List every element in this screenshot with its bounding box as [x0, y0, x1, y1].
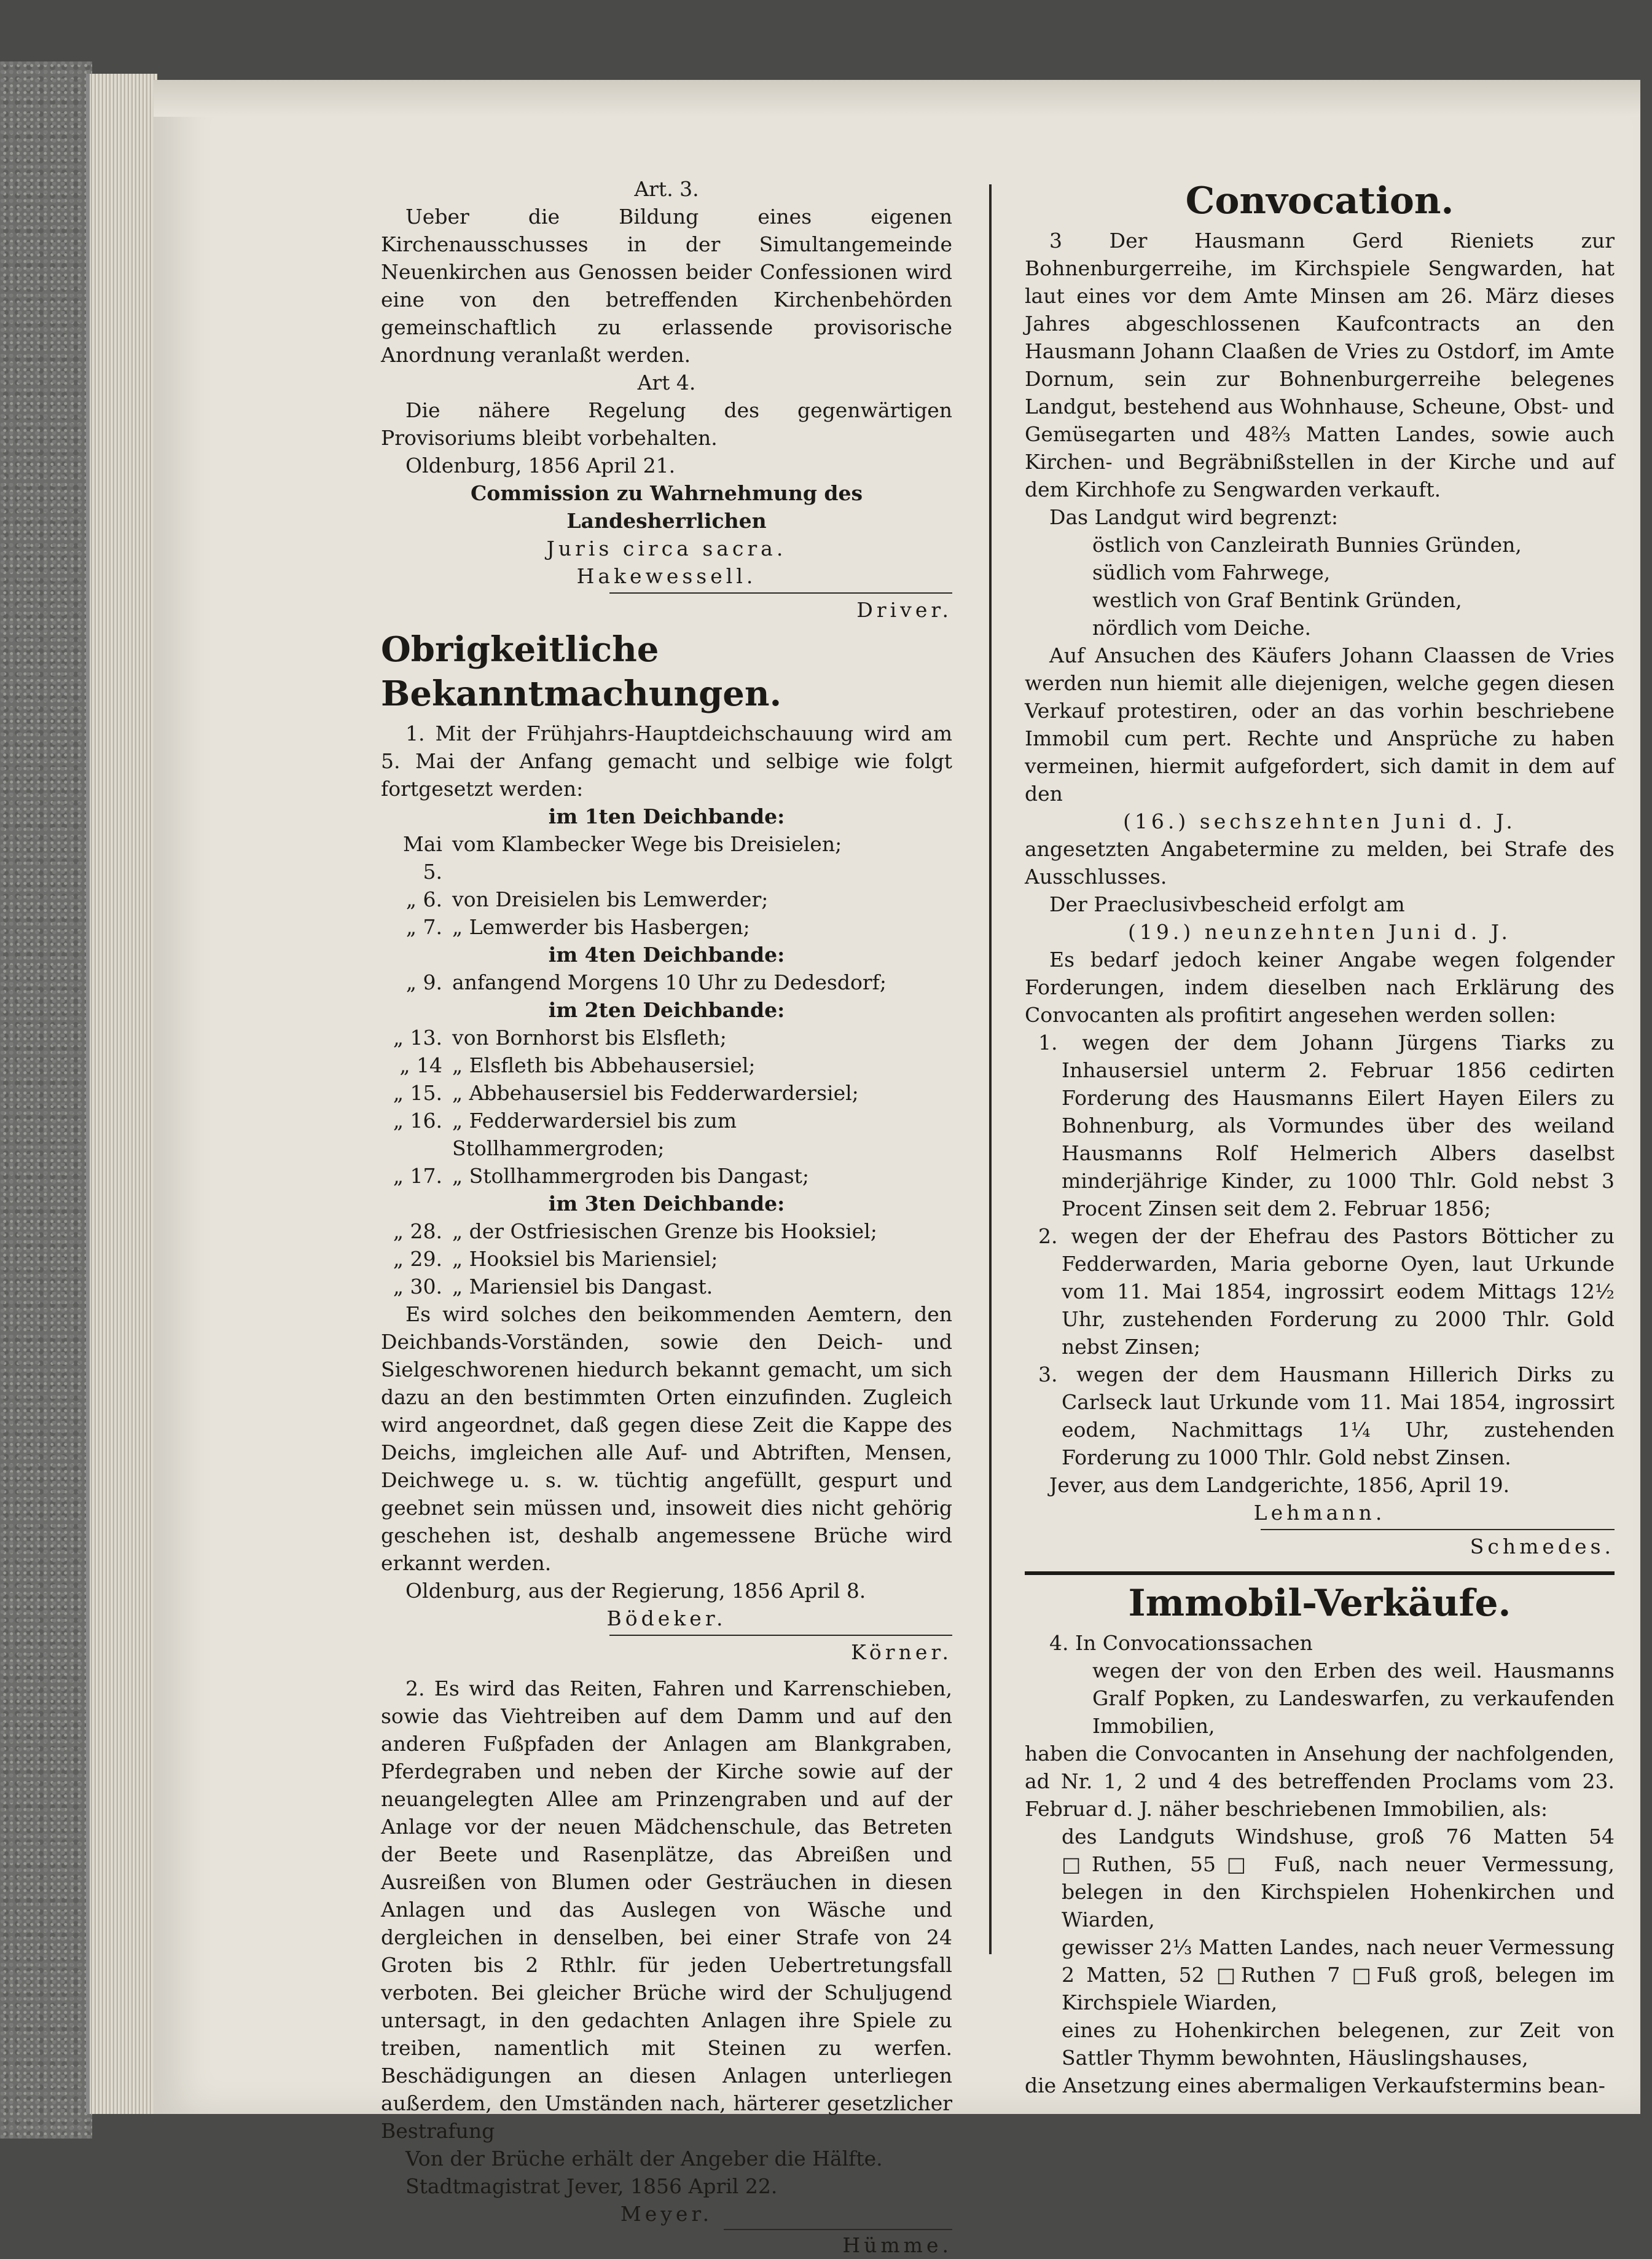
schedule-text: von Bornhorst bis Elsfleth; [452, 1026, 727, 1050]
art3-title: Art. 3. [634, 177, 699, 201]
schedule-2 [381, 1024, 952, 1190]
schedule-date: „ 16. [393, 1109, 442, 1133]
column-divider [989, 184, 992, 1954]
schedule-date: „ 6. [405, 887, 442, 911]
signature-meyer: Meyer. [620, 2202, 713, 2226]
signature-schmedes: Schmedes. [1470, 1534, 1615, 1558]
schedule-text: „ Fedderwardersiel bis zum Stollhammergroden; [452, 1109, 737, 1160]
property-item: eines zu Hohenkirchen belegenen, zur Zeit von Sattler Thymm bewohnten, Häuslingshauses, [1062, 2018, 1615, 2070]
schedule-date: Mai 5. [402, 832, 442, 884]
signature-humme: Hümme. [842, 2233, 952, 2257]
signature-hakewessell: Hakewessell. [576, 564, 757, 588]
art4-title: Art 4. [637, 371, 696, 395]
schedule-text: „ Abbehausersiel bis Fedderwardersiel; [452, 1081, 859, 1105]
claim-item: 1. wegen der dem Johann Jürgens Tiarks zu Inhausersiel unterm 2. Februar 1856 cedirten Forderung des Hausmanns Eilert Hayen Eilers zu Bohnenburg, als Vormundes über des weiland Hausmanns Rolf Helmerich Albers daselbst minderjährige Kinder, zu 1000 Thlr. Gold nebst 3 Procent Zinsen seit dem 2. Februar 1856; [1038, 1031, 1615, 1220]
schedule-row [381, 886, 952, 913]
place-date: Oldenburg, 1856 April 21. [405, 454, 676, 477]
schedule-date: „ 9. [405, 970, 442, 994]
section-heading-immobil: Immobil-Verkäufe. [1128, 1582, 1511, 1625]
schedule-row [381, 1079, 952, 1107]
schedule-date: „ 17. [393, 1164, 442, 1188]
schedule-text: von Dreisielen bis Lemwerder; [452, 887, 769, 911]
schedule-row [381, 1051, 952, 1079]
signature-rule [1261, 1529, 1615, 1530]
praeclusiv-line: Der Praeclusivbescheid erfolgt am [1049, 892, 1405, 916]
schedule-date: „ 13. [393, 1026, 442, 1050]
boundary-item: östlich von Canzleirath Bunnies Gründen, [1092, 533, 1522, 557]
boundary-list [1025, 531, 1615, 642]
notice-4-end: die Ansetzung eines abermaligen Verkaufstermins bean- [1025, 2073, 1605, 2097]
book-cover-marbled [0, 61, 92, 2139]
property-item: des Landguts Windshuse, groß 76 Matten 54 □Ruthen, 55□ Fuß, nach neuer Vermessung, belegen in den Kirchspielen Hohenkirchen und Wiarden, [1062, 1825, 1615, 1931]
boundary-item: nördlich vom Deiche. [1092, 616, 1311, 640]
notice-4-text: haben die Convocanten in Ansehung der nachfolgenden, ad Nr. 1, 2 und 4 des betreffenden Proclams vom 23. Februar d. J. näher beschriebenen Immobilien, als: [1025, 1742, 1615, 1821]
notice-2-half: Von der Brüche erhält der Angeber die Hälfte. [405, 2147, 883, 2171]
notice-3-text-2: Auf Ansuchen des Käufers Johann Claassen de Vries werden nun hiemit alle diejenigen, welche gegen diesen Verkauf protestiren, oder an das vorhin beschriebene Immobil cum pert. Rechte und Ansprüche zu haben vermeinen, hiermit aufgefordert, sich damit in dem auf den [1025, 643, 1615, 806]
commission-line: Commission zu Wahrnehmung des Landesherrlichen [470, 481, 863, 533]
schedule-text: vom Klambecker Wege bis Dreisielen; [452, 832, 842, 856]
claim-item: 3. wegen der dem Hausmann Hillerich Dirks zu Carlseck laut Urkunde vom 11. Mai 1854, ingrossirt eodem, Nachmittags 1¼ Uhr, zustehenden Forderung zu 1000 Thlr. Gold nebst Zinsen. [1038, 1362, 1615, 1469]
schedule-row [381, 1107, 952, 1162]
section-rule [1025, 1571, 1615, 1575]
claim-item: 2. wegen der der Ehefrau des Pastors Bötticher zu Fedderwarden, Maria geborne Oyen, laut Urkunde vom 11. Mai 1854, ingrossirt eodem Mittags 12½ Uhr, zustehenden Forderung zu 2000 Thlr. Gold nebst Zinsen; [1038, 1224, 1615, 1359]
schedule-row [381, 830, 952, 886]
deichband-4-heading: im 4ten Deichbande: [548, 943, 785, 967]
signature-rule [724, 2229, 952, 2230]
property-item: gewisser 2⅓ Matten Landes, nach neuer Vermessung 2 Matten, 52 □Ruthen 7 □Fuß groß, belegen im Kirchspiele Wiarden, [1062, 1935, 1615, 2014]
schedule-row [381, 913, 952, 941]
section-heading-obrigkeitliche: Obrigkeitliche Bekanntmachungen. [381, 629, 782, 714]
schedule-date: „ 29. [393, 1247, 442, 1271]
property-list [1025, 1823, 1615, 2072]
landgut-intro: Das Landgut wird begrenzt: [1049, 505, 1338, 529]
schedule-text: „ Mariensiel bis Dangast. [452, 1275, 713, 1298]
place-date: Oldenburg, aus der Regierung, 1856 April 8. [405, 1579, 866, 1603]
place-date: Stadtmagistrat Jever, 1856 April 22. [405, 2174, 778, 2198]
section-heading-convocation: Convocation. [1185, 179, 1454, 222]
schedule-date: „ 7. [405, 915, 442, 939]
schedule-date: „ 15. [393, 1081, 442, 1105]
page-shadow [154, 80, 1640, 117]
notice-1-intro: 1. Mit der Frühjahrs-Hauptdeichschauung wird am 5. Mai der Anfang gemacht und selbige wie folgt fortgesetzt werden: [381, 721, 952, 801]
date-16: (16.) sechszehnten Juni d. J. [1123, 809, 1516, 833]
schedule-text: „ Hooksiel bis Mariensiel; [452, 1247, 718, 1271]
notice-2-text: 2. Es wird das Reiten, Fahren und Karrenschieben, sowie das Viehtreiben auf dem Damm und auf den anderen Fußpfaden der Anlagen am Blankgraben, Pferdegraben und neben der Kirche sowie auf der neuangelegten Allee am Prinzengraben und auf der Anlage vor der neuen Mädchenschule, das Betreten der Beete und Rasenplätze, das Abreißen und Ausreißen von Blumen oder Gesträuchen in diesen Anlagen und das Auslegen von Wäsche und dergleichen in denselben, bei einer Strafe von 24 Groten bis 2 Rthlr. für jeden Uebertretungsfall verboten. Bei gleicher Brüche wird der Schuljugend untersagt, in den gedachten Anlagen ihre Spiele zu treiben, namentlich mit Steinen zu werfen. Beschädigungen an diesen Anlagen unterliegen außerdem, den Umständen nach, härterer gesetzlicher Bestrafung [381, 1676, 952, 2143]
schedule-row [381, 1217, 952, 1245]
deichband-2-heading: im 2ten Deichbande: [548, 998, 785, 1022]
schedule-text: „ der Ostfriesischen Grenze bis Hooksiel; [452, 1219, 877, 1243]
art4-text: Die nähere Regelung des gegenwärtigen Provisoriums bleibt vorbehalten. [381, 398, 952, 450]
signature-driver: Driver. [856, 598, 952, 622]
schedule-row [381, 1024, 952, 1051]
signature-koerner: Körner. [851, 1640, 952, 1664]
notice-1-text: Es wird solches den beikommenden Aemtern, den Deichbands-Vorständen, sowie den Deich- und Sielgeschworenen hiedurch bekannt gemacht, um sich dazu an den bestimmten Orten einzufinden. Zugleich wird angeordnet, daß gegen diese Zeit die Kappe des Deichs, imgleichen alle Auf- und Abtriften, Mensen, Deichwege u. s. w. tüchtig angefüllt, gespurt und geebnet sein müssen und, insoweit dies nicht gehörig geschehen ist, deshalb angemessene Brüche wird erkannt werden. [381, 1302, 952, 1575]
deichband-1-heading: im 1ten Deichbande: [548, 804, 785, 828]
signature-lehmann: Lehmann. [1253, 1501, 1386, 1525]
schedule-row [381, 1273, 952, 1300]
place-date: Jever, aus dem Landgerichte, 1856, April 19. [1049, 1473, 1510, 1497]
signature-rule [609, 1635, 952, 1636]
boundary-item: westlich von Graf Bentink Gründen, [1092, 588, 1462, 612]
juris-line: Juris circa sacra. [546, 536, 787, 560]
schedule-row [381, 1162, 952, 1190]
notice-3-text-4: Es bedarf jedoch keiner Angabe wegen folgender Forderungen, indem dieselben nach Erklärung des Convocanten als profitirt angesehen werden sollen: [1025, 948, 1615, 1027]
boundary-item: südlich vom Fahrwege, [1092, 560, 1331, 584]
schedule-row [381, 968, 952, 996]
schedule-text: anfangend Morgens 10 Uhr zu Dedesdorf; [452, 970, 887, 994]
schedule-row [381, 1245, 952, 1273]
schedule-date: „ 28. [393, 1219, 442, 1243]
signature-boedeker: Bödeker. [606, 1606, 727, 1630]
claims-list [1025, 1029, 1615, 1471]
schedule-1 [381, 830, 952, 941]
schedule-date: „ 30. [393, 1275, 442, 1298]
notice-4-line-1: 4. In Convocationssachen [1049, 1631, 1313, 1655]
schedule-text: „ Elsfleth bis Abbehausersiel; [452, 1053, 756, 1077]
notice-4-line-2: wegen der von den Erben des weil. Hausmanns Gralf Popken, zu Landeswarfen, zu verkaufenden Immobilien, [1092, 1659, 1615, 1738]
signature-rule [609, 592, 952, 594]
schedule-text: „ Lemwerder bis Hasbergen; [452, 915, 750, 939]
notice-3-text: 3 Der Hausmann Gerd Rieniets zur Bohnenburgerreihe, im Kirchspiele Sengwarden, hat laut eines vor dem Amte Minsen am 26. März dieses Jahres abgeschlossenen Kaufcontracts an den Hausmann Johann Claaßen de Vries zu Ostdorf, im Amte Dornum, sein zur Bohnenburgerreihe belegenes Landgut, bestehend aus Wohnhause, Scheune, Obst- und Gemüsegarten und 48⅔ Matten Landes, sowie auch Kirchen- und Begräbnißstellen in der Kirche und auf dem Kirchhofe zu Sengwarden verkauft. [1025, 229, 1615, 501]
schedule-text: „ Stollhammergroden bis Dangast; [452, 1164, 810, 1188]
notice-3-text-3: angesetzten Angabetermine zu melden, bei Strafe des Ausschlusses. [1025, 837, 1615, 889]
schedule-date: „ 14 [399, 1053, 442, 1077]
schedule-3 [381, 1217, 952, 1300]
page-edges [86, 74, 157, 2114]
right-column [1025, 175, 1615, 2099]
left-column [381, 175, 952, 2259]
art3-text: Ueber die Bildung eines eigenen Kirchenausschusses in der Simultangemeinde Neuenkirchen aus Genossen beider Confessionen wird eine von den betreffenden Kirchenbehörden gemeinschaftlich zu erlassende provisorische Anordnung veranlaßt werden. [381, 205, 952, 367]
deichband-3-heading: im 3ten Deichbande: [548, 1192, 785, 1216]
date-19: (19.) neunzehnten Juni d. J. [1127, 920, 1511, 944]
